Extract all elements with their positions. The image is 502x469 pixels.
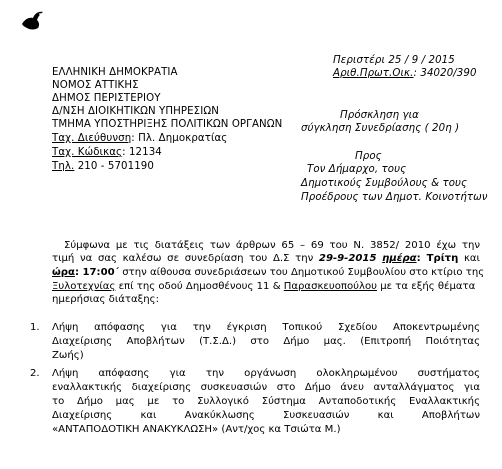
- item-line: Ζωής): [52, 350, 84, 361]
- body-line: [52, 253, 480, 264]
- protocol-value: : 34020/390: [413, 68, 477, 79]
- organization-block: [52, 66, 282, 131]
- postcode-label: Ταχ. Κώδικας: [52, 147, 123, 158]
- item-line: Λήψη απόφασης για την έγκριση Τοπικού Σχεδίου Αποκεντρωμένης: [52, 322, 480, 333]
- meeting-day: : Τρίτη: [416, 253, 459, 264]
- org-line: ΝΟΜΟΣ ΑΤΤΙΚΗΣ: [52, 80, 139, 91]
- recipient-line: Τον Δήμαρχο, τους: [307, 164, 407, 175]
- invitation-subtitle: σύγκληση Συνεδρίασης ( 20η ): [301, 123, 460, 134]
- body-line: Σύμφωνα με τις διατάξεις των άρθρων 65 – 69 του Ν. 3852/ 2010 έχω την: [64, 240, 480, 251]
- meeting-time: : 17:00΄: [74, 267, 120, 278]
- recipient-line: Προέδρους των Δημοτ. Κοινοτήτων: [301, 192, 488, 203]
- item-line: Διαχείρισης Αποβλήτων (Τ.Σ.Δ.) στο Δήμο μας. (Επιτροπή Ποιότητας: [52, 336, 480, 347]
- body-text: επί της οδού Δημοσθένους 11 &: [115, 281, 284, 292]
- phone-line: [52, 161, 154, 172]
- street-link: Παρασκευοπούλου: [283, 281, 377, 292]
- org-line: ΕΛΛΗΝΙΚΗ ΔΗΜΟΚΡΑΤΙΑ: [52, 67, 178, 78]
- and-word: και: [463, 253, 480, 264]
- item-line: Διαχείρισης και Ανακύκλωσης Συσκευασιών και Αποβλήτων: [52, 410, 480, 421]
- body-line: [52, 281, 475, 292]
- item-number: 1.: [30, 322, 40, 333]
- phone-label: Τηλ.: [52, 161, 75, 172]
- body-text: στην αίθουσα συνεδριάσεων του Δημοτικού Συμβουλίου στο κτίριο της: [119, 267, 485, 278]
- postcode-line: [52, 147, 162, 158]
- item-line: «ΑΝΤΑΠΟΔΟΤΙΚΗ ΑΝΑΚΥΚΛΩΣΗ» (Αντ/χος κα Τσιώτα Μ.): [52, 424, 341, 435]
- org-line: ΔΗΜΟΣ ΠΕΡΙΣΤΕΡΙΟΥ: [52, 93, 161, 104]
- day-group: [382, 253, 458, 264]
- meeting-date: 29-9-2015: [318, 253, 377, 264]
- body-text: τιμή να σας καλέσω σε συνεδρίαση του Δ.Σ την: [52, 253, 314, 264]
- phone-value: 210 - 5701190: [74, 161, 154, 172]
- item-line: το Δήμο μας με το Συλλογικό Σύστημα Ανταποδοτικής Εναλλακτικής: [52, 396, 480, 407]
- dove-logo: [20, 10, 44, 32]
- protocol-number: [333, 68, 477, 79]
- postcode-value: : 12134: [122, 147, 162, 158]
- body-line: ημερήσιας διάταξης:: [52, 294, 160, 305]
- day-label: ημέρα: [382, 253, 417, 264]
- time-label: ώρα: [52, 267, 75, 278]
- body-line: [52, 267, 484, 278]
- address-value: : Πλ. Δημοκρατίας: [131, 133, 228, 144]
- recipient-line: Δημοτικούς Συμβούλους & τους: [301, 178, 468, 189]
- item-number: 2.: [30, 368, 40, 379]
- invitation-title: Πρόσκληση για: [340, 110, 419, 121]
- item-line: Λήψη απόφασης για την οργάνωση ολοκληρωμένου συστήματος: [52, 368, 480, 379]
- protocol-label: Αριθ.Πρωτ.Οικ.: [333, 68, 414, 79]
- org-line: ΤΜΗΜΑ ΥΠΟΣΤΗΡΙΞΗΣ ΠΟΛΙΤΙΚΩΝ ΟΡΓΑΝΩΝ: [52, 119, 283, 130]
- address-label: Ταχ. Διεύθυνση: [52, 133, 132, 144]
- address-line: [52, 133, 227, 144]
- to-label: Προς: [355, 151, 382, 162]
- venue-link: Ξυλοτεχνίας: [52, 281, 116, 292]
- item-line: εναλλακτικής διαχείρισης συσκευασιών στο Δήμο άνευ ανταλλάγματος για: [52, 382, 480, 393]
- place-date: Περιστέρι 25 / 9 / 2015: [333, 55, 455, 66]
- org-line: Δ/ΝΣΗ ΔΙΟΙΚΗΤΙΚΩΝ ΥΠΗΡΕΣΙΩΝ: [52, 106, 219, 117]
- body-text: με τα εξής θέματα: [377, 281, 476, 292]
